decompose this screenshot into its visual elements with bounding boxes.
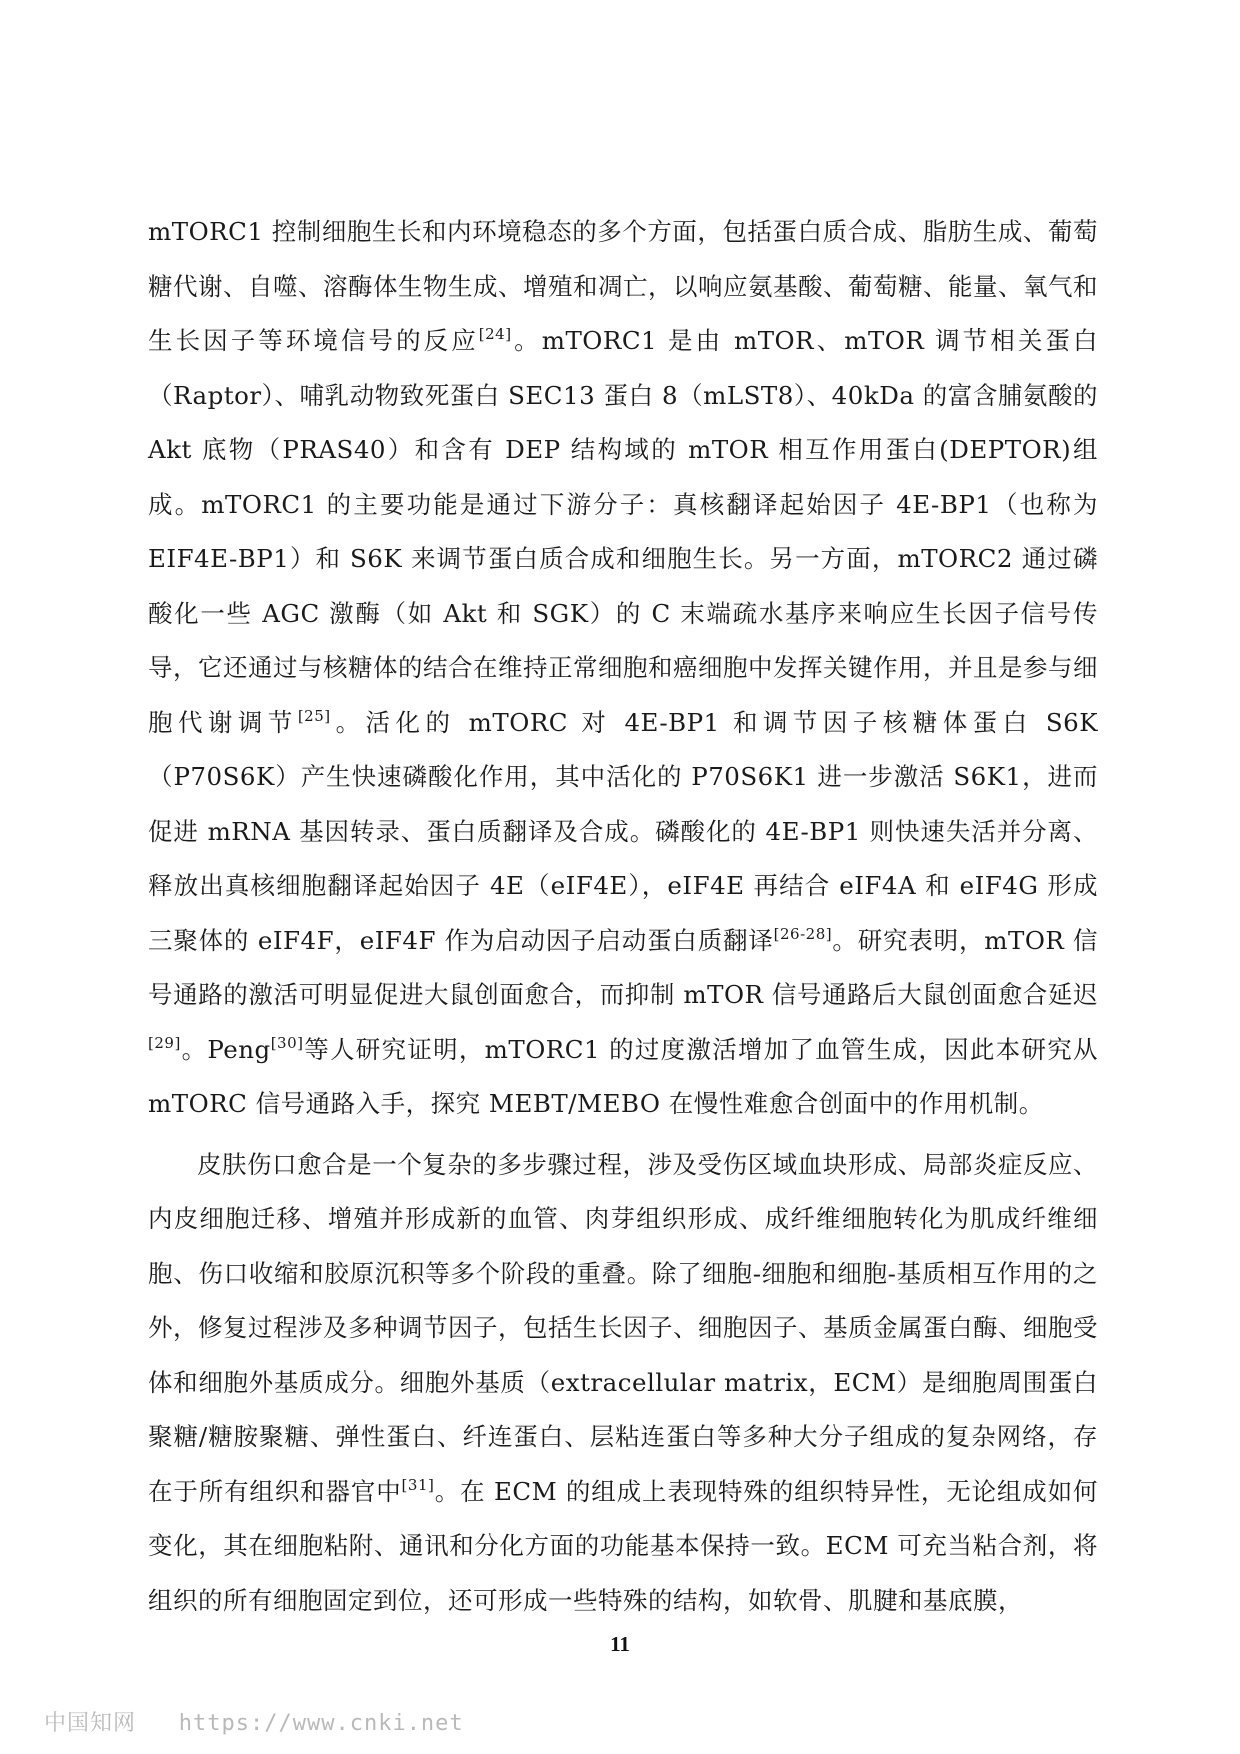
- text-run: mTORC1 控制细胞生长和内环境稳态的多个方面，包括蛋白质合成、脂肪生成、葡萄糖代谢、自噬、溶酶体生物生成、增殖和凋亡，以响应氨基酸、葡萄糖、能量、氧气和生长因子等环境信号的反应: [148, 217, 1098, 355]
- text-run: 。研究表明，mTOR 信号通路的激活可明显促进大鼠创面愈合，而抑制 mTOR 信号通路后大鼠创面愈合延迟: [148, 925, 1098, 1009]
- watermark: [44, 1706, 464, 1737]
- watermark-url: https://www.cnki.net: [178, 1711, 464, 1736]
- paragraph-mtor-signaling: [148, 205, 1098, 1132]
- text-run: 。Peng: [180, 1034, 271, 1064]
- text-run: 。在 ECM 的组成上表现特殊的组织特异性，无论组成如何变化，其在细胞粘附、通讯和分化方面的功能基本保持一致。ECM 可充当粘合剂，将组织的所有细胞固定到位，还可形成一些特殊的结构，如软骨、肌腱和基底膜，: [148, 1476, 1098, 1615]
- page-number: 11: [610, 1632, 630, 1656]
- citation-ref: [26-28]: [773, 924, 833, 943]
- citation-ref: [29]: [148, 1033, 181, 1052]
- text-run: 皮肤伤口愈合是一个复杂的多步骤过程，涉及受伤区域血块形成、局部炎症反应、内皮细胞迁移、增殖并形成新的血管、肉芽组织形成、成纤维细胞转化为肌成纤维细胞、伤口收缩和胶原沉积等多个阶段的重叠。除了细胞-细胞和细胞-基质相互作用的之外，修复过程涉及多种调节因子，包括生长因子、细胞因子、基质金属蛋白酶、细胞受体和细胞外基质成分。细胞外基质（extracellular matrix，ECM）是细胞周围蛋白聚糖/糖胺聚糖、弹性蛋白、纤连蛋白、层粘连蛋白等多种大分子组成的复杂网络，存在于所有组织和器官中: [148, 1149, 1098, 1506]
- text-run: 。mTORC1 是由 mTOR、mTOR 调节相关蛋白（Raptor）、哺乳动物致死蛋白 SEC13 蛋白 8（mLST8）、40kDa 的富含脯氨酸的 Akt 底物（PRAS40）和含有 DEP 结构域的 mTOR 相互作用蛋白(DEPTOR)组成。mTORC1 的主要功能是通过下游分子：真核翻译起始因子 4E-BP1（也称为 EIF4E-BP1）和 S6K 来调节蛋白质合成和细胞生长。另一方面，mTORC2 通过磷酸化一些 AGC 激酶（如 Akt 和 SGK）的 C 末端疏水基序来响应生长因子信号传导，它还通过与核糖体的结合在维持正常细胞和癌细胞中发挥关键作用，并且是参与细胞代谢调节: [148, 326, 1098, 737]
- text-run: 。活化的 mTORC 对 4E-BP1 和调节因子核糖体蛋白 S6K（P70S6K）产生快速磷酸化作用，其中活化的 P70S6K1 进一步激活 S6K1，进而促进 mRNA 基因转录、蛋白质翻译及合成。磷酸化的 4E-BP1 则快速失活并分离、释放出真核细胞翻译起始因子 4E（eIF4E），eIF4E 再结合 eIF4A 和 eIF4G 形成三聚体的 eIF4F，eIF4F 作为启动因子启动蛋白质翻译: [148, 707, 1099, 955]
- paragraph-wound-healing: [148, 1138, 1098, 1629]
- text-run: 等人研究证明，mTORC1 的过度激活增加了血管生成，因此本研究从 mTORC 信号通路入手，探究 MEBT/MEBO 在慢性难愈合创面中的作用机制。: [148, 1034, 1098, 1118]
- citation-ref: [30]: [270, 1033, 304, 1052]
- citation-ref: [24]: [478, 325, 512, 343]
- watermark-site-name: 中国知网: [44, 1711, 137, 1736]
- body-text: [148, 205, 1098, 1628]
- citation-ref: [25]: [297, 706, 331, 725]
- citation-ref: [31]: [401, 1475, 435, 1494]
